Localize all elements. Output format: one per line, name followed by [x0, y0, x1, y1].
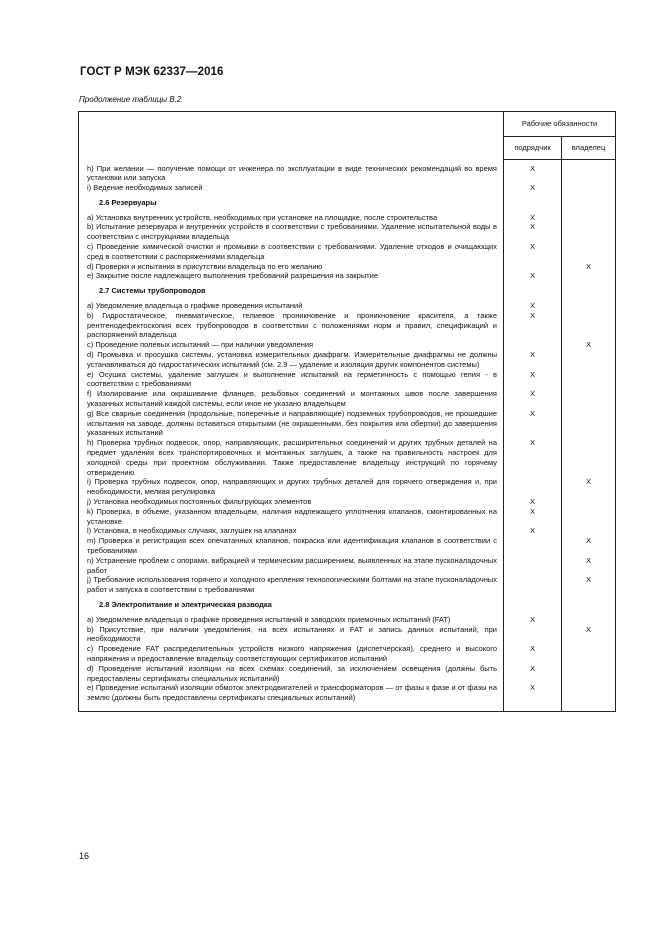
owner-mark: X	[562, 536, 616, 556]
owner-mark	[562, 683, 616, 711]
table-row	[79, 507, 616, 527]
contractor-cell	[504, 595, 562, 615]
table-row	[79, 222, 616, 242]
duty-description: h) При желании — получение помощи от инженера по эксплуатации в виде технических рекомендаций во время установки или запуска	[79, 160, 504, 184]
duty-description: a) Установка внутренних устройств, необходимых при установке на площадке, после строительства	[79, 213, 504, 223]
contractor-mark	[504, 536, 562, 556]
contractor-mark: X	[504, 497, 562, 507]
table-row	[79, 409, 616, 438]
table-row	[79, 340, 616, 350]
contractor-cell	[504, 281, 562, 301]
description-column-header	[79, 112, 504, 160]
contractor-column-header: подрядчик	[504, 137, 562, 160]
duty-description: n) Устранение проблем с опорами, вибрацией и термическим расширением, выявленных на этапе пусконаладочных работ	[79, 556, 504, 576]
contractor-mark: X	[504, 213, 562, 223]
owner-mark	[562, 160, 616, 184]
owner-mark	[562, 644, 616, 664]
contractor-mark: X	[504, 615, 562, 625]
document-header-title: ГОСТ Р МЭК 62337—2016	[80, 66, 224, 78]
table-row	[79, 526, 616, 536]
page-number: 16	[79, 851, 90, 861]
owner-mark	[562, 507, 616, 527]
owner-mark	[562, 271, 616, 281]
duty-description: d) Проверки и испытания в присутствии владельца по его желанию	[79, 262, 504, 272]
table-row	[79, 350, 616, 370]
duty-description: h) Проверка трубных подвесок, опор, направляющих, расширительных соединений и других трубных деталей на предмет удаления всех транспортировочных и монтажных заглушек, а также на правильность настроек для холодной среды при проектном обслуживании. Также предоставление владельцу инструкций по горячему отверждению	[79, 438, 504, 477]
duty-description: j) Установка необходимых постоянных фильтрующих элементов	[79, 497, 504, 507]
table-row	[79, 213, 616, 223]
owner-mark	[562, 370, 616, 390]
duty-description: c) Проведение полевых испытаний — при наличии уведомления	[79, 340, 504, 350]
contractor-mark: X	[504, 271, 562, 281]
contractor-mark: X	[504, 683, 562, 711]
contractor-mark: X	[504, 664, 562, 684]
table-row	[79, 438, 616, 477]
duty-description: a) Уведомление владельца о графике проведения испытаний и заводских приемочных испытаний (FAT)	[79, 615, 504, 625]
contractor-mark: X	[504, 438, 562, 477]
duty-description: c) Проведение химической очистки и промывки в соответствии с требованиями. Удаление отходов и очищающих сред в соответствии с распоряжениями владельца	[79, 242, 504, 262]
section-heading-row	[79, 595, 616, 615]
owner-mark	[562, 664, 616, 684]
owner-mark: X	[562, 477, 616, 497]
section-heading: 2.6 Резервуары	[79, 193, 504, 213]
table-row	[79, 556, 616, 576]
owner-column-header: владелец	[562, 137, 616, 160]
owner-mark	[562, 409, 616, 438]
duty-description: f) Изолирование или окрашивание фланцев, резьбовых соединений и монтажных швов после завершения указанных испытаний каждой системы, если иное не указано владельцем	[79, 389, 504, 409]
section-heading-row	[79, 281, 616, 301]
section-heading: 2.8 Электропитание и электрическая разводка	[79, 595, 504, 615]
contractor-mark: X	[504, 409, 562, 438]
owner-mark: X	[562, 575, 616, 595]
duty-description: d) Промывка и просушка системы, установка измерительных диафрагм. Измерительные диафрагмы не должны устанавливаться до гидростатических испытаний (см. 2.9 — удаление и изоляция других компонентов системы)	[79, 350, 504, 370]
contractor-mark: X	[504, 507, 562, 527]
duty-description: a) Уведомление владельца о графике проведения испытаний	[79, 301, 504, 311]
duties-group-header: Рабочие обязанности	[504, 112, 616, 137]
contractor-mark: X	[504, 242, 562, 262]
owner-mark	[562, 389, 616, 409]
owner-mark	[562, 438, 616, 477]
duty-description: b) Гидростатическое, пневматическое, гелиевое проникновение и проникновение красителя, а также рентгенодефектоскопия всех трубопроводов в соответствии с положениями норм и правил, спецификаций и распоряжений владельца	[79, 311, 504, 340]
owner-mark	[562, 242, 616, 262]
contractor-mark: X	[504, 311, 562, 340]
duty-description: k) Проверка, в объеме, указанном владельцем, наличия надлежащего уплотнения клапанов, смонтированных на установке	[79, 507, 504, 527]
table-row	[79, 536, 616, 556]
table-row	[79, 644, 616, 664]
duty-description: e) Закрытие после надлежащего выполнения требований разрешения на закрытие	[79, 271, 504, 281]
owner-mark: X	[562, 556, 616, 576]
contractor-mark: X	[504, 644, 562, 664]
contractor-mark: X	[504, 160, 562, 184]
contractor-mark	[504, 556, 562, 576]
contractor-mark: X	[504, 370, 562, 390]
owner-mark	[562, 213, 616, 223]
section-heading: 2.7 Системы трубопроводов	[79, 281, 504, 301]
duty-description: d) Проведение испытаний изоляции на всех схемах соединений, за исключением освещения (должны быть предоставлены сертификаты специальных испытаний)	[79, 664, 504, 684]
duty-description: e) Осушка системы, удаление заглушек и выполнение испытаний на герметичность с помощью гелия - в соответствии с требованиями	[79, 370, 504, 390]
owner-cell	[562, 281, 616, 301]
owner-mark: X	[562, 340, 616, 350]
table-row	[79, 575, 616, 595]
contractor-mark	[504, 262, 562, 272]
contractor-mark: X	[504, 222, 562, 242]
owner-mark	[562, 222, 616, 242]
duty-description: b) Испытание резервуара и внутренних устройств в соответствии с требованиями. Удаление испытательной воды в соответствии с инструкциями владельца	[79, 222, 504, 242]
table-row	[79, 370, 616, 390]
contractor-mark: X	[504, 389, 562, 409]
contractor-mark	[504, 625, 562, 645]
table-row	[79, 683, 616, 711]
table-row	[79, 664, 616, 684]
duty-description: i) Проверка трубных подвесок, опор, направляющих и других трубных деталей для горячего отверждения и, при необходимости, мелкая регулировка	[79, 477, 504, 497]
owner-mark	[562, 311, 616, 340]
table-caption: Продолжение таблицы В.2	[79, 95, 182, 104]
table-row	[79, 497, 616, 507]
owner-mark	[562, 350, 616, 370]
owner-mark	[562, 183, 616, 193]
owner-mark	[562, 301, 616, 311]
table-row	[79, 615, 616, 625]
duty-description: j) Требование использования горячего и холодного крепления технологическими болтами на этапе пусконаладочных работ и запуска в соответствии с требованиями	[79, 575, 504, 595]
owner-mark	[562, 497, 616, 507]
owner-cell	[562, 595, 616, 615]
contractor-mark	[504, 340, 562, 350]
owner-mark	[562, 526, 616, 536]
contractor-mark: X	[504, 350, 562, 370]
contractor-mark	[504, 477, 562, 497]
section-heading-row	[79, 193, 616, 213]
responsibilities-table	[78, 111, 616, 712]
owner-cell	[562, 193, 616, 213]
table-row	[79, 625, 616, 645]
contractor-cell	[504, 193, 562, 213]
table-row	[79, 389, 616, 409]
duty-description: g) Все сварные соединения (продольные, поперечные и направляющие) подземных трубопроводов, не прошедшие испытания на заводе, должны оставаться открытыми (не окрашенными, без покрытия или обертки) до завершения указанных испытаний	[79, 409, 504, 438]
owner-mark	[562, 615, 616, 625]
duty-description: m) Проверка и регистрация всех опечатанных клапанов, покраска или идентификация клапанов в соответствии с требованиями	[79, 536, 504, 556]
table-row	[79, 477, 616, 497]
duty-description: e) Проведение испытаний изоляции обмоток электродвигателей и трансформаторов — от фазы к фазе и от фазы на землю (должны быть предоставлены сертификаты специальных испытаний)	[79, 683, 504, 711]
duty-description: i) Ведение необходимых записей	[79, 183, 504, 193]
owner-mark: X	[562, 262, 616, 272]
table-row	[79, 301, 616, 311]
table-row	[79, 311, 616, 340]
table-body	[79, 160, 616, 712]
contractor-mark	[504, 575, 562, 595]
owner-mark: X	[562, 625, 616, 645]
table-row	[79, 271, 616, 281]
table-row	[79, 160, 616, 184]
table-row	[79, 183, 616, 193]
contractor-mark: X	[504, 301, 562, 311]
duty-description: c) Проведение FAT распределительных устройств низкого напряжения (диспетчерская), среднего и высокого напряжения и предоставление владельцу соответствующих сертификатов испытаний	[79, 644, 504, 664]
contractor-mark: X	[504, 526, 562, 536]
contractor-mark: X	[504, 183, 562, 193]
table-row	[79, 242, 616, 262]
table-row	[79, 262, 616, 272]
duty-description: l) Установка, в необходимых случаях, заглушек на клапанах	[79, 526, 504, 536]
duty-description: b) Присутствие, при наличии уведомления, на всех испытаниях и FAT и запись данных испытаний, при необходимости	[79, 625, 504, 645]
